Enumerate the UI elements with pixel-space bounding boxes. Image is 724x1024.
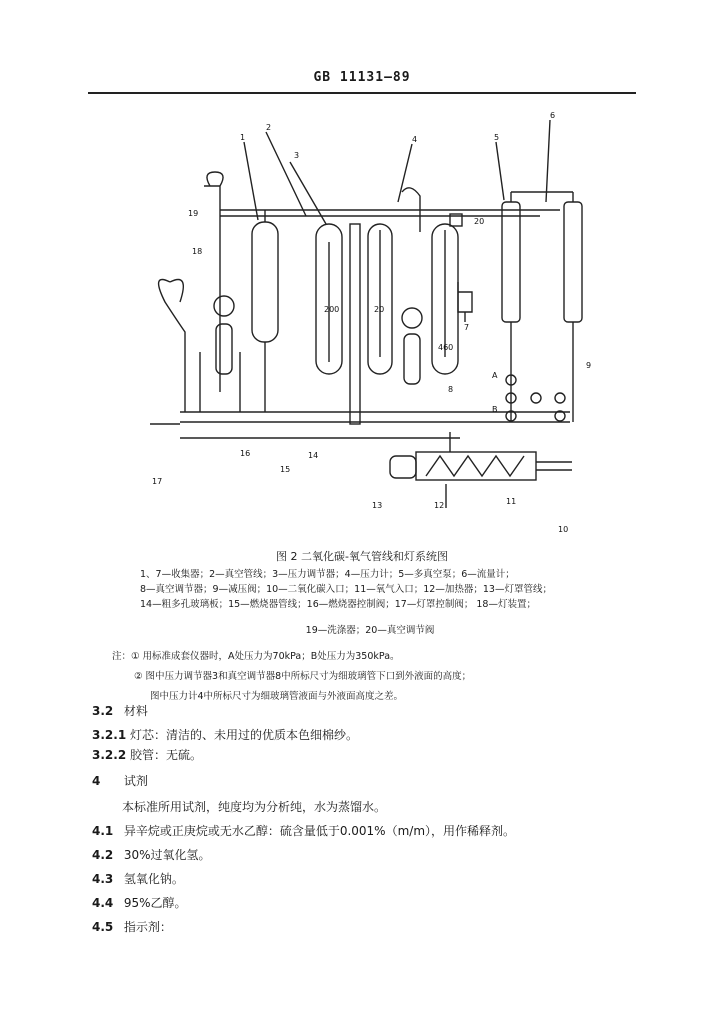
callout-2: 2 <box>266 123 272 132</box>
section-text: 材料 <box>123 704 148 718</box>
callout-7: 7 <box>464 323 470 332</box>
vacuum-regulator-scale-mark: 460 <box>438 343 454 352</box>
note-3: 图中压力计4中所标尺寸为细玻璃管液面与外液面高度之差。 <box>150 691 404 702</box>
section-4-4 <box>92 894 187 911</box>
regulator-scale-mark: 200 <box>324 305 340 314</box>
callout-16: 16 <box>240 449 251 458</box>
collector-7 <box>458 282 472 312</box>
flowmeter-left <box>502 202 520 322</box>
legend-line-3: 14—粗多孔玻璃板；15—燃烧器管线；16—燃烧器控制阀；17—灯罩控制阀； 18—灯装置； <box>140 599 536 610</box>
callout-14: 14 <box>308 451 319 460</box>
lamp-assembly-18 <box>214 296 234 316</box>
legend-line-4: 19—洗涤器；20—真空调节阀 <box>305 625 435 636</box>
section-number: 3.2.2 <box>92 748 127 762</box>
section-text: 氢氧化钠。 <box>123 872 184 886</box>
callout-B: B <box>492 405 498 414</box>
legend-line-1: 1、7—收集器；2—真空管线；3—压力调节器；4—压力计；5—多真空泵；6—流量计； <box>140 569 515 580</box>
callout-20: 20 <box>474 217 485 226</box>
note-2: ② 图中压力调节器3和真空调节器8中所标尺寸为细玻璃管下口到外液面的高度； <box>134 671 472 682</box>
section-3-2-2 <box>92 746 202 763</box>
manometer-scale-mark: 20 <box>374 305 385 314</box>
figure-caption: 图 2 二氧化碳-氧气管线和灯系统图 <box>276 550 448 563</box>
callout-9: 9 <box>586 361 592 370</box>
section-number: 4.1 <box>92 824 114 838</box>
section-text: 试剂 <box>123 774 148 788</box>
section-4-5 <box>92 918 172 935</box>
callout-18: 18 <box>192 247 203 256</box>
callout-8: 8 <box>448 385 454 394</box>
note-1: 注：① 用标准成套仪器时，A处压力为70kPa；B处压力为350kPa。 <box>112 651 400 662</box>
section-text: 胶管：无硫。 <box>130 748 203 762</box>
heater-12 <box>416 452 536 480</box>
section-text: 95%乙醇。 <box>123 896 187 910</box>
section-number: 3.2 <box>92 704 114 718</box>
section-number: 4 <box>92 774 101 788</box>
flowmeter-right <box>564 202 582 322</box>
callout-17: 17 <box>152 477 163 486</box>
section-3-2-1 <box>92 726 358 743</box>
header-rule <box>88 92 636 94</box>
callout-19: 19 <box>188 209 199 218</box>
section-number: 4.5 <box>92 920 114 934</box>
section-4 <box>92 772 148 789</box>
callout-5: 5 <box>494 133 500 142</box>
page-header-standard-number: GB 11131—89 <box>313 70 411 85</box>
section-4-1 <box>92 822 515 839</box>
apparatus-diagram <box>140 112 600 544</box>
section-number: 4.4 <box>92 896 114 910</box>
section-number: 3.2.1 <box>92 728 127 742</box>
callout-1: 1 <box>240 133 246 142</box>
section-text: 本标准所用试剂，纯度均为分析纯，水为蒸馏水。 <box>122 800 387 814</box>
section-text: 灯芯：清洁的、未用过的优质本色细棉纱。 <box>130 728 359 742</box>
section-3-2 <box>92 702 148 719</box>
section-text: 30%过氧化氢。 <box>123 848 211 862</box>
section-text: 异辛烷或正庚烷或无水乙醇：硫含量低于0.001%（m/m），用作稀释剂。 <box>123 824 516 838</box>
section-4-intro <box>122 798 386 815</box>
callout-A: A <box>492 371 498 380</box>
callout-10: 10 <box>558 525 569 534</box>
legend-line-2: 8—真空调节器；9—减压阀；10—二氧化碳入口；11—氧气入口；12—加热器；13—灯罩管线； <box>140 584 552 595</box>
callout-15: 15 <box>280 465 291 474</box>
callout-6: 6 <box>550 112 556 120</box>
callout-3: 3 <box>294 151 300 160</box>
callout-12: 12 <box>434 501 445 510</box>
callout-4: 4 <box>412 135 418 144</box>
section-number: 4.3 <box>92 872 114 886</box>
section-number: 4.2 <box>92 848 114 862</box>
callout-13: 13 <box>372 501 383 510</box>
section-4-3 <box>92 870 184 887</box>
section-4-2 <box>92 846 211 863</box>
scrubber-19 <box>252 222 278 342</box>
callout-11: 11 <box>506 497 517 506</box>
section-text: 指示剂： <box>123 920 172 934</box>
